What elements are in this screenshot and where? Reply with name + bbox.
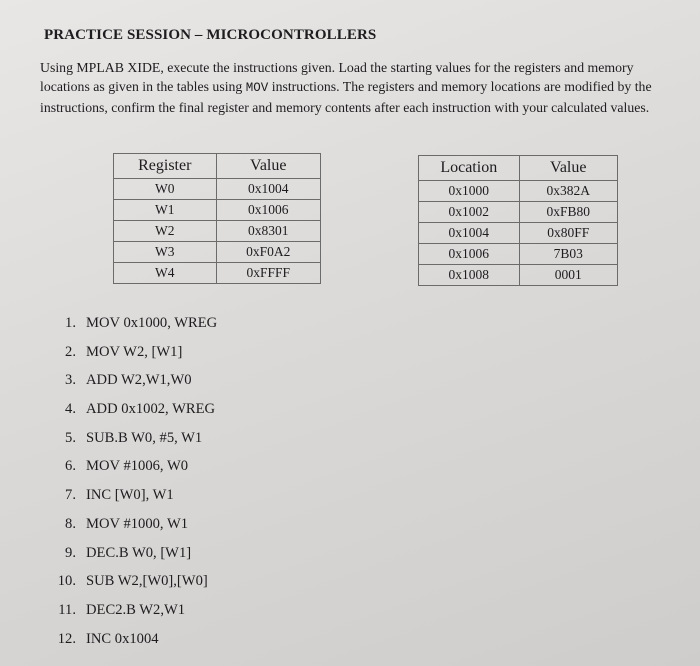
register-value: 0xF0A2: [216, 242, 320, 263]
register-name: W2: [114, 221, 217, 242]
memory-value: 0x80FF: [519, 223, 617, 244]
instruction-number: 1.: [65, 315, 76, 331]
table-row: [419, 244, 618, 265]
instruction-number: 12.: [57, 630, 76, 647]
instruction-text: INC [W0], W1: [86, 487, 174, 504]
table-row: [419, 265, 618, 286]
register-name: W0: [114, 179, 217, 200]
instruction-number: 2.: [65, 343, 76, 360]
instruction-number: 7.: [65, 487, 76, 504]
instruction-text: ADD 0x1002, WREG: [86, 401, 216, 418]
instruction-text: MOV 0x1000, WREG: [86, 315, 218, 331]
memory-table: [418, 155, 618, 286]
memory-value: 7B03: [519, 244, 617, 265]
table-row: [114, 263, 321, 284]
table-row: [114, 200, 321, 221]
list-item: [40, 344, 217, 373]
table-row: [419, 181, 618, 202]
memory-location: 0x1008: [419, 265, 520, 286]
intro-text-2: instructions. The registers and memory locations are modified by the instructions, confirm the final register and memory contents after each instruction with your calculated values.: [40, 79, 652, 115]
register-value: 0x1006: [216, 200, 320, 221]
register-name: W3: [114, 242, 217, 263]
register-value: 0x8301: [216, 221, 320, 242]
memory-location: 0x1004: [419, 223, 520, 244]
instruction-number: 9.: [65, 544, 76, 561]
instruction-text: SUB W2,[W0],[W0]: [86, 573, 208, 590]
table-row: [419, 202, 618, 223]
instruction-number: 10.: [57, 573, 76, 590]
instruction-number: 3.: [65, 372, 76, 389]
memory-value: 0001: [519, 265, 617, 286]
list-item: [40, 430, 217, 459]
value-header: Value: [216, 154, 320, 179]
register-table: [113, 153, 321, 284]
instruction-number: 4.: [65, 401, 76, 418]
instruction-text: MOV #1000, W1: [86, 515, 189, 532]
instruction-text: DEC2.B W2,W1: [86, 601, 186, 618]
location-header: Location: [419, 156, 520, 181]
register-value: 0xFFFF: [216, 263, 320, 284]
instruction-number: 8.: [65, 515, 76, 532]
list-item: [40, 602, 217, 631]
instruction-number: 11.: [58, 601, 76, 618]
intro-text-1: Using MPLAB XIDE, execute the instructions given. Load the starting values for the registers and memory locations as given in the tables using: [40, 60, 634, 94]
instruction-text: MOV W2, [W1]: [86, 343, 183, 360]
value-header: Value: [519, 156, 617, 181]
instruction-list: [40, 315, 217, 659]
list-item: [40, 631, 217, 660]
instruction-text: MOV #1006, W0: [86, 458, 189, 475]
table-row: [419, 223, 618, 244]
instruction-number: 6.: [65, 458, 76, 475]
list-item: [40, 516, 217, 545]
memory-location: 0x1002: [419, 202, 520, 223]
instruction-text: SUB.B W0, #5, W1: [86, 429, 203, 446]
list-item: [40, 573, 217, 602]
memory-location: 0x1006: [419, 244, 520, 265]
register-value: 0x1004: [216, 179, 320, 200]
page-title: PRACTICE SESSION – MICROCONTROLLERS: [44, 27, 377, 43]
instruction-text: INC 0x1004: [86, 630, 159, 647]
intro-paragraph: [40, 58, 660, 117]
intro-mov-keyword: MOV: [245, 81, 269, 95]
list-item: [40, 315, 217, 344]
table-row: [114, 221, 321, 242]
memory-value: 0xFB80: [519, 202, 617, 223]
memory-location: 0x1000: [419, 181, 520, 202]
table-row: [114, 179, 321, 200]
instruction-text: ADD W2,W1,W0: [86, 372, 192, 389]
table-row: [114, 242, 321, 263]
register-name: W1: [114, 200, 217, 221]
register-header: Register: [114, 154, 217, 179]
instruction-number: 5.: [65, 429, 76, 446]
list-item: [40, 401, 217, 430]
list-item: [40, 487, 217, 516]
memory-value: 0x382A: [519, 181, 617, 202]
list-item: [40, 458, 217, 487]
list-item: [40, 545, 217, 574]
instruction-text: DEC.B W0, [W1]: [86, 544, 192, 561]
list-item: [40, 372, 217, 401]
register-name: W4: [114, 263, 217, 284]
